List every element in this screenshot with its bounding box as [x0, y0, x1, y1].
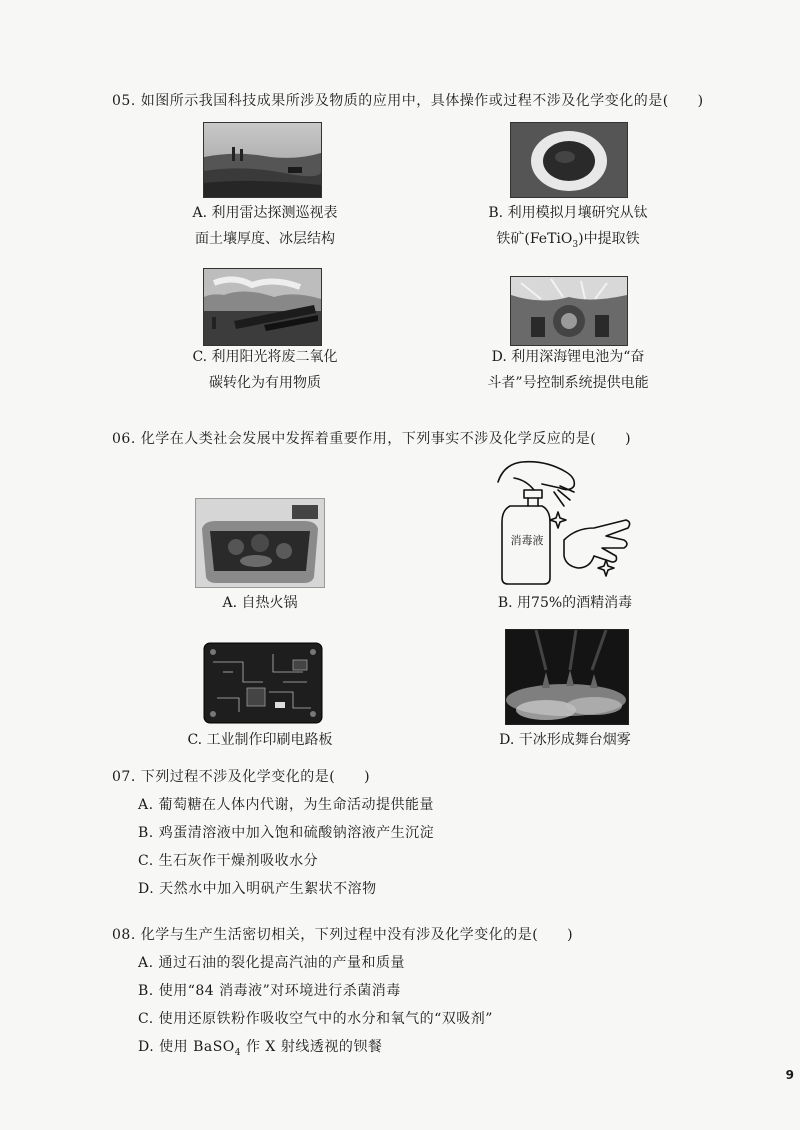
q07-option-b: B. 鸡蛋清溶液中加入饱和硫酸钠溶液产生沉淀 — [138, 825, 435, 841]
photo-solar-facility — [203, 268, 322, 346]
bottle-label: 消毒液 — [510, 534, 544, 547]
photo-stage-dry-ice-fog — [505, 629, 629, 725]
question-06-stem: 06. 化学在人类社会发展中发挥着重要作用，下列事实不涉及化学反应的是( ) — [112, 431, 632, 447]
q07-option-d: D. 天然水中加入明矾产生絮状不溶物 — [138, 881, 377, 897]
q05-option-a-line1: A. 利用雷达探测巡视表 — [192, 205, 338, 221]
q08-option-d: D. 使用 BaSO$_4$ 作 X 射线透视的钡餐 — [138, 1039, 383, 1058]
q08-option-a: A. 通过石油的裂化提高汽油的产量和质量 — [138, 955, 406, 971]
page-number: 9 — [785, 1068, 794, 1082]
q07-option-c: C. 生石灰作干燥剂吸收水分 — [138, 853, 319, 869]
question-07-stem: 07. 下列过程不涉及化学变化的是( ) — [112, 769, 371, 785]
q07-option-a: A. 葡萄糖在人体内代谢，为生命活动提供能量 — [138, 797, 435, 813]
q06-option-d: D. 干冰形成舞台烟雾 — [499, 732, 631, 748]
q06-option-c: C. 工业制作印刷电路板 — [187, 732, 333, 748]
q06-option-b: B. 用75%的酒精消毒 — [497, 595, 633, 611]
question-05-stem: 05. 如图所示我国科技成果所涉及物质的应用中，具体操作或过程不涉及化学变化的是( ) — [112, 93, 704, 109]
q06-option-a: A. 自热火锅 — [222, 595, 298, 611]
q05-option-a-line2: 面土壤厚度、冰层结构 — [195, 231, 335, 247]
q05-option-b-line1: B. 利用模拟月壤研究从钛 — [488, 205, 648, 221]
photo-deep-sea-submersible — [510, 276, 628, 346]
q08-option-c: C. 使用还原铁粉作吸收空气中的水分和氧气的“双吸剂” — [138, 1011, 493, 1027]
drawing-sanitizer-spray-hands — [494, 456, 634, 588]
q05-option-d-line1: D. 利用深海锂电池为“奋 — [491, 349, 645, 365]
photo-lunar-soil-dish — [510, 122, 628, 198]
q08-option-b: B. 使用“84 消毒液”对环境进行杀菌消毒 — [138, 983, 401, 999]
photo-printed-circuit-board — [203, 642, 323, 724]
q05-option-c-line1: C. 利用阳光将废二氧化 — [192, 349, 338, 365]
photo-self-heating-hotpot — [195, 498, 325, 588]
question-08-stem: 08. 化学与生产生活密切相关，下列过程中没有涉及化学变化的是( ) — [112, 927, 574, 943]
q05-option-d-line2: 斗者”号控制系统提供电能 — [487, 375, 649, 391]
q05-option-b-line2: 铁矿(FeTiO$_3$)中提取铁 — [496, 231, 640, 250]
photo-radar-terrain — [203, 122, 322, 198]
q05-option-c-line2: 碳转化为有用物质 — [209, 375, 321, 391]
